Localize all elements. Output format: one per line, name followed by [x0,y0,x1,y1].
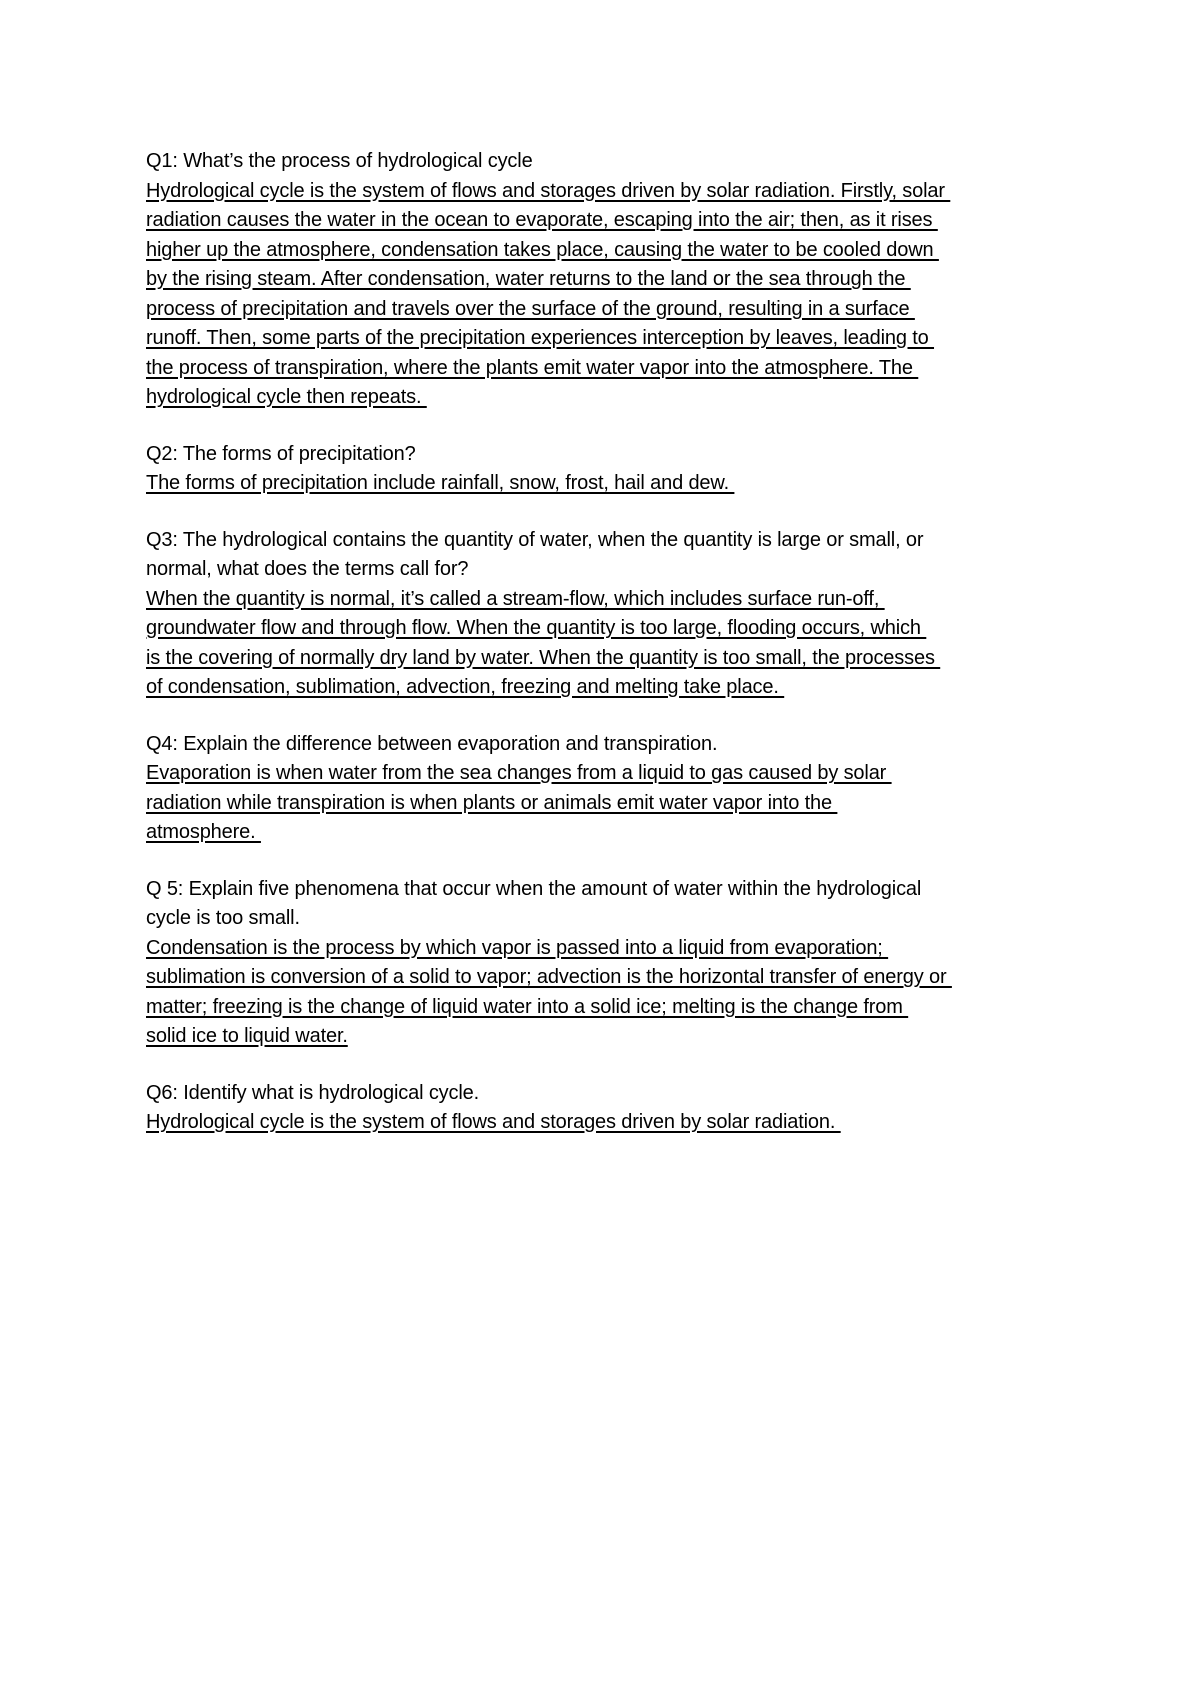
answer-line: groundwater flow and through flow. When the quantity is too large, flooding occurs, which [146,617,927,639]
question-q1 [146,147,1066,177]
answer-line: runoff. Then, some parts of the precipitation experiences interception by leaves, leading to [146,327,935,349]
question-line: Q3: The hydrological contains the quantity of water, when the quantity is large or small, or [146,528,924,551]
question-line: Q 5: Explain five phenomena that occur when the amount of water within the hydrological [146,877,922,900]
answer-line: radiation causes the water in the ocean to evaporate, escaping into the air; then, as it rises [146,209,938,231]
question-q3 [146,526,1066,585]
question-line: cycle is too small. [146,907,300,929]
answer-line: radiation while transpiration is when plants or animals emit water vapor into the [146,791,838,814]
question-line: normal, what does the terms call for? [146,558,469,580]
answer-line: by the rising steam. After condensation, water returns to the land or the sea through the [146,268,911,290]
question-q6 [146,1079,1066,1109]
question-q5 [146,875,1066,934]
qa-block-q6 [146,1079,1066,1138]
qa-block-q4 [146,730,1066,848]
answer-line: process of precipitation and travels over the surface of the ground, resulting in a surface [146,297,915,320]
answer-q3 [146,585,1066,703]
answer-line: When the quantity is normal, it’s called a stream-flow, which includes surface run-off, [146,587,885,610]
question-line: Q6: Identify what is hydrological cycle. [146,1081,480,1104]
question-line: Q4: Explain the difference between evaporation and transpiration. [146,732,718,755]
qa-block-q1 [146,147,1066,413]
question-line: Q2: The forms of precipitation? [146,442,416,465]
answer-line: sublimation is conversion of a solid to vapor; advection is the horizontal transfer of energy or [146,966,952,988]
qa-block-q3 [146,526,1066,703]
answer-line: Hydrological cycle is the system of flows and storages driven by solar radiation. Firstly, solar [146,179,951,202]
qa-block-q5 [146,875,1066,1052]
answer-line: is the covering of normally dry land by water. When the quantity is too small, the processes [146,646,941,669]
answer-line: Condensation is the process by which vapor is passed into a liquid from evaporation; [146,936,889,959]
question-q2 [146,440,1066,470]
answer-line: atmosphere. [146,821,261,843]
answer-line: of condensation, sublimation, advection, freezing and melting take place. [146,676,785,698]
answer-line: the process of transpiration, where the plants emit water vapor into the atmosphere. The [146,356,919,379]
answer-line: higher up the atmosphere, condensation takes place, causing the water to be cooled down [146,238,939,261]
question-q4 [146,730,1066,760]
qa-block-q2 [146,440,1066,499]
answer-line: matter; freezing is the change of liquid water into a solid ice; melting is the change from [146,995,909,1018]
answer-q6 [146,1108,1066,1138]
answer-line: Hydrological cycle is the system of flows and storages driven by solar radiation. [146,1111,841,1133]
document-body [146,147,1066,1165]
answer-q1 [146,177,1066,413]
answer-line: hydrological cycle then repeats. [146,386,427,408]
answer-line: solid ice to liquid water. [146,1025,348,1047]
answer-line: The forms of precipitation include rainfall, snow, frost, hail and dew. [146,472,735,494]
answer-q2 [146,469,1066,499]
answer-q4 [146,759,1066,848]
answer-q5 [146,934,1066,1052]
answer-line: Evaporation is when water from the sea changes from a liquid to gas caused by solar [146,762,892,784]
question-line: Q1: What’s the process of hydrological cycle [146,150,533,172]
